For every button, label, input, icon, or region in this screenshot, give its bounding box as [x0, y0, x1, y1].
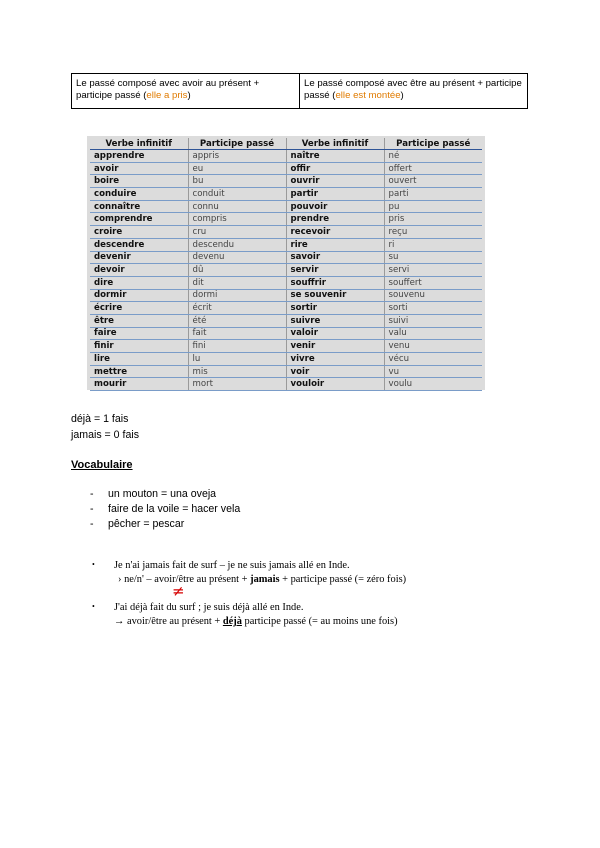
infinitive-cell: lire [90, 353, 188, 366]
infinitive-cell: finir [90, 340, 188, 353]
participle-cell: venu [384, 340, 482, 353]
infinitive-cell: comprendre [90, 213, 188, 226]
infinitive-cell: conduire [90, 188, 188, 201]
infinitive-cell: devenir [90, 251, 188, 264]
verb-table-header-row [90, 138, 482, 150]
infinitive-cell: faire [90, 327, 188, 340]
participle-cell: dormi [188, 289, 286, 302]
vocab-text: pêcher = pescar [108, 518, 185, 530]
participle-cell: mort [188, 378, 286, 391]
infinitive-cell: se souvenir [286, 289, 384, 302]
verb-table-row [90, 213, 482, 226]
rule-jamais-pre: ne/n' – avoir/être au présent + [124, 574, 251, 585]
participle-cell: reçu [384, 226, 482, 239]
vocab-item [90, 503, 240, 515]
infinitive-cell: avoir [90, 162, 188, 175]
verb-table-row [90, 226, 482, 239]
infinitive-cell: écrire [90, 302, 188, 315]
rule-deja-formula [114, 616, 398, 627]
participle-cell: valu [384, 327, 482, 340]
note-jamais: jamais = 0 fais [71, 429, 140, 441]
participle-cell: souffert [384, 276, 482, 289]
participle-cell: lu [188, 353, 286, 366]
participle-cell: connu [188, 200, 286, 213]
participle-cell: parti [384, 188, 482, 201]
participle-cell: eu [188, 162, 286, 175]
verb-table-row [90, 365, 482, 378]
infinitive-cell: servir [286, 264, 384, 277]
arrow-icon: › [118, 574, 122, 585]
participle-cell: écrit [188, 302, 286, 315]
verb-table-row [90, 302, 482, 315]
participle-cell: appris [188, 150, 286, 163]
verb-table-row [90, 188, 482, 201]
verb-table-row [90, 251, 482, 264]
participle-cell: ouvert [384, 175, 482, 188]
infinitive-cell: apprendre [90, 150, 188, 163]
participle-cell: souvenu [384, 289, 482, 302]
participle-cell: devenu [188, 251, 286, 264]
infinitive-cell: offir [286, 162, 384, 175]
infinitive-cell: dormir [90, 289, 188, 302]
verb-table-row [90, 150, 482, 163]
intro-etre-close: ) [400, 90, 404, 101]
infinitive-cell: valoir [286, 327, 384, 340]
participle-cell: été [188, 314, 286, 327]
verb-table [90, 138, 482, 391]
infinitive-cell: recevoir [286, 226, 384, 239]
verb-table-row [90, 378, 482, 391]
verb-table-image [87, 136, 485, 390]
intro-avoir-example: elle a pris [146, 90, 188, 101]
header-participle: Participe passé [384, 138, 482, 150]
participle-cell: dû [188, 264, 286, 277]
vocabulary-title: Vocabulaire [71, 459, 133, 471]
participle-cell: su [384, 251, 482, 264]
vocab-text: un mouton = una oveja [108, 488, 217, 500]
note-deja: déjà = 1 fais [71, 413, 129, 425]
infinitive-cell: sortir [286, 302, 384, 315]
intro-cell-etre [299, 74, 527, 108]
intro-avoir-text: Le passé composé avec avoir au présent + participe passé ( [76, 78, 260, 101]
bullet-icon: • [92, 560, 95, 569]
participle-cell: compris [188, 213, 286, 226]
verb-table-row [90, 327, 482, 340]
infinitive-cell: dire [90, 276, 188, 289]
infinitive-cell: savoir [286, 251, 384, 264]
participle-cell: conduit [188, 188, 286, 201]
bullet-icon: • [92, 602, 95, 611]
verb-table-row [90, 276, 482, 289]
participle-cell: vu [384, 365, 482, 378]
rule-deja-sentence: J'ai déjà fait du surf ; je suis déjà allé en Inde. [114, 602, 304, 613]
verb-table-row [90, 200, 482, 213]
participle-cell: suivi [384, 314, 482, 327]
infinitive-cell: vouloir [286, 378, 384, 391]
vocab-dash: - [90, 503, 94, 515]
participle-cell: vécu [384, 353, 482, 366]
vocab-dash: - [90, 488, 94, 500]
header-participle: Participe passé [188, 138, 286, 150]
participle-cell: fini [188, 340, 286, 353]
participle-cell: pris [384, 213, 482, 226]
verb-table-row [90, 340, 482, 353]
rule-deja-keyword: déjà [222, 616, 242, 627]
participle-cell: descendu [188, 238, 286, 251]
infinitive-cell: vivre [286, 353, 384, 366]
rule-jamais-example [92, 560, 350, 571]
infinitive-cell: connaître [90, 200, 188, 213]
infinitive-cell: descendre [90, 238, 188, 251]
verb-table-row [90, 314, 482, 327]
infinitive-cell: naître [286, 150, 384, 163]
infinitive-cell: ouvrir [286, 175, 384, 188]
infinitive-cell: voir [286, 365, 384, 378]
infinitive-cell: pouvoir [286, 200, 384, 213]
rule-jamais-sentence: Je n'ai jamais fait de surf – je ne suis jamais allé en Inde. [114, 560, 350, 571]
header-infinitive: Verbe infinitif [286, 138, 384, 150]
not-equal-icon: ≠ [172, 582, 185, 600]
intro-etre-example: elle est montée [335, 90, 401, 101]
infinitive-cell: rire [286, 238, 384, 251]
participle-cell: servi [384, 264, 482, 277]
participle-cell: né [384, 150, 482, 163]
verb-table-row [90, 175, 482, 188]
infinitive-cell: croire [90, 226, 188, 239]
participle-cell: cru [188, 226, 286, 239]
verb-table-row [90, 264, 482, 277]
intro-cell-avoir [72, 74, 299, 108]
participle-cell: pu [384, 200, 482, 213]
header-infinitive: Verbe infinitif [90, 138, 188, 150]
infinitive-cell: être [90, 314, 188, 327]
infinitive-cell: mourir [90, 378, 188, 391]
rule-deja-example [92, 602, 303, 613]
infinitive-cell: souffrir [286, 276, 384, 289]
infinitive-cell: partir [286, 188, 384, 201]
vocab-dash: - [90, 518, 94, 530]
participle-cell: offert [384, 162, 482, 175]
intro-avoir-close: ) [187, 90, 191, 101]
participle-cell: mis [188, 365, 286, 378]
intro-table [71, 73, 528, 109]
participle-cell: bu [188, 175, 286, 188]
infinitive-cell: devoir [90, 264, 188, 277]
infinitive-cell: suivre [286, 314, 384, 327]
rule-jamais-keyword: jamais [250, 574, 280, 585]
rule-jamais-formula [118, 574, 406, 585]
vocab-text: faire de la voile = hacer vela [108, 503, 241, 515]
rule-jamais-post: + participe passé (= zéro fois) [279, 574, 407, 585]
participle-cell: sorti [384, 302, 482, 315]
participle-cell: voulu [384, 378, 482, 391]
verb-table-row [90, 289, 482, 302]
verb-table-row [90, 162, 482, 175]
rule-deja-pre: avoir/être au présent + [127, 616, 223, 627]
arrow-icon: → [114, 616, 125, 627]
infinitive-cell: venir [286, 340, 384, 353]
vocab-item [90, 488, 216, 500]
participle-cell: dit [188, 276, 286, 289]
infinitive-cell: mettre [90, 365, 188, 378]
intro-etre-text: Le passé composé avec être au présent + participe passé ( [304, 78, 522, 101]
verb-table-row [90, 238, 482, 251]
participle-cell: fait [188, 327, 286, 340]
rule-deja-post: participe passé (= au moins une fois) [241, 616, 398, 627]
infinitive-cell: boire [90, 175, 188, 188]
participle-cell: ri [384, 238, 482, 251]
infinitive-cell: prendre [286, 213, 384, 226]
vocab-item [90, 518, 184, 530]
verb-table-row [90, 353, 482, 366]
